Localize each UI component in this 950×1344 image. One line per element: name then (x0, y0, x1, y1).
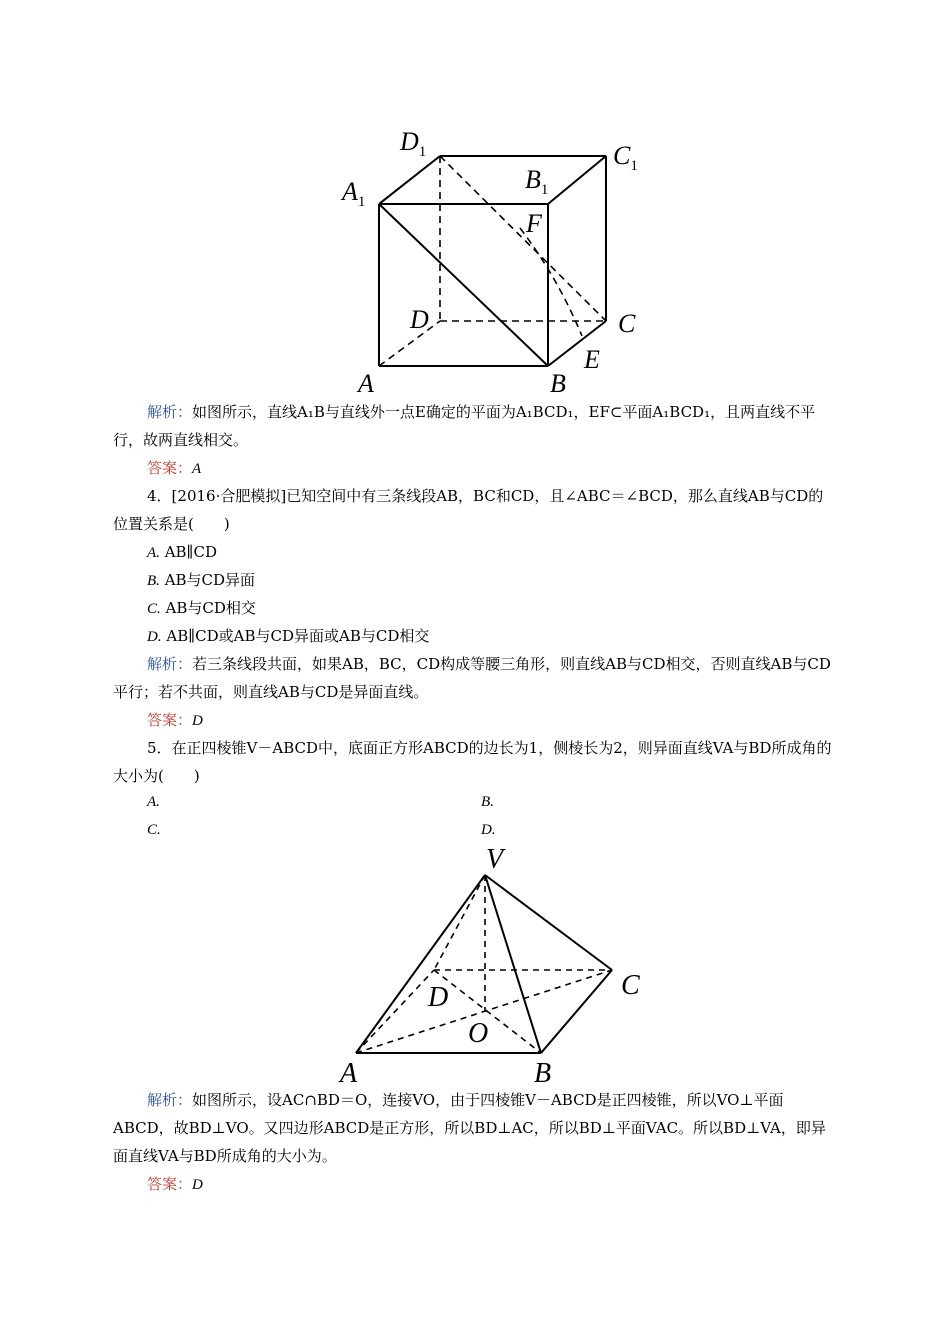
analysis-text: 若三条线段共面，如果AB，BC，CD构成等腰三角形，则直线AB与CD相交，否则直线AB与CD平行；若不共面，则直线AB与CD是异面直线。 (113, 655, 831, 701)
q5-option-b: B. (481, 794, 494, 810)
q5-analysis (113, 1086, 837, 1170)
question-number: 5． (147, 739, 172, 757)
option-text: AB∥CD或AB与CD异面或AB与CD相交 (166, 627, 430, 645)
q4-option-a (113, 538, 837, 567)
option-letter: B. (147, 573, 160, 589)
q4-option-d (113, 622, 837, 651)
label-c: C (621, 970, 640, 1001)
q5-stem (113, 734, 837, 790)
answer-value: D (192, 1177, 203, 1193)
edge-a1-d1 (379, 156, 440, 204)
label-b1: $B_1$ (525, 165, 549, 198)
analysis-text: 如图所示，设AC∩BD＝O，连接VO，由于四棱锥V－ABCD是正四棱锥，所以VO⊥平面ABCD，故BD⊥VO。又四边形ABCD是正方形，所以BD⊥AC，所以BD⊥平面VAC。所以BD⊥VA，即异面直线VA与BD所成角的大小为。 (113, 1091, 826, 1165)
q4-option-b (113, 566, 837, 595)
q4-option-c (113, 594, 837, 623)
option-letter: D. (147, 629, 162, 645)
label-a: A (358, 369, 374, 398)
question-stem: 在正四棱锥V－ABCD中，底面正方形ABCD的边长为1，侧棱长为2，则异面直线VA与BD所成角的大小为( ) (113, 739, 832, 785)
edge-b1-c1 (548, 156, 606, 204)
edge-b-c (541, 970, 612, 1053)
q4-answer (113, 706, 837, 735)
q5-answer (113, 1170, 837, 1199)
option-letter: C. (147, 601, 161, 617)
answer-label: 答案： (147, 711, 193, 729)
label-o: O (468, 1018, 489, 1049)
diagonal-d1-c (440, 156, 606, 321)
analysis-label: 解析： (147, 655, 193, 673)
label-d: D (410, 305, 429, 334)
option-text: AB与CD异面 (164, 571, 256, 589)
answer-value: A (192, 461, 202, 477)
answer-value: D (192, 713, 203, 729)
answer-label: 答案： (147, 459, 193, 477)
q5-option-a: A. (147, 794, 160, 810)
question-stem: [2016·合肥模拟]已知空间中有三条线段AB，BC和CD，且∠ABC＝∠BCD，那么直线AB与CD的位置关系是( ) (113, 487, 824, 533)
analysis-label: 解析： (147, 403, 193, 421)
label-c: C (618, 309, 636, 338)
q3-answer (113, 454, 837, 483)
edge-v-a (356, 875, 485, 1053)
label-f: F (526, 209, 542, 238)
analysis-text: 如图所示，直线A₁B与直线外一点E确定的平面为A₁BCD₁，EF⊂平面A₁BCD₁，且两直线不平行，故两直线相交。 (113, 403, 816, 449)
label-a1: $A_1$ (342, 177, 366, 210)
label-b: B (550, 369, 566, 398)
label-b: B (534, 1058, 552, 1089)
option-text: AB与CD相交 (165, 599, 256, 617)
label-d: D (428, 982, 449, 1013)
label-c1: $C_1$ (613, 141, 638, 174)
question-number: 4． (147, 487, 172, 505)
label-a: A (340, 1058, 358, 1089)
pyramid-figure (330, 838, 660, 1090)
edge-v-d (434, 875, 485, 970)
q3-analysis (113, 398, 837, 454)
cube-figure (330, 118, 660, 400)
option-text: AB∥CD (164, 543, 217, 561)
edge-a-d (356, 970, 434, 1053)
analysis-label: 解析： (147, 1091, 193, 1109)
label-e: E (584, 345, 600, 374)
q5-option-c: C. (147, 822, 161, 838)
answer-label: 答案： (147, 1175, 193, 1193)
q4-analysis (113, 650, 837, 706)
edge-v-b (485, 875, 541, 1053)
q4-stem (113, 482, 837, 538)
edge-v-c (485, 875, 612, 970)
q5-option-d: D. (481, 822, 496, 838)
option-letter: A. (147, 545, 160, 561)
label-d1: $D_1$ (400, 127, 427, 160)
diagonal-a1-b (379, 204, 548, 366)
label-v: V (486, 844, 504, 875)
